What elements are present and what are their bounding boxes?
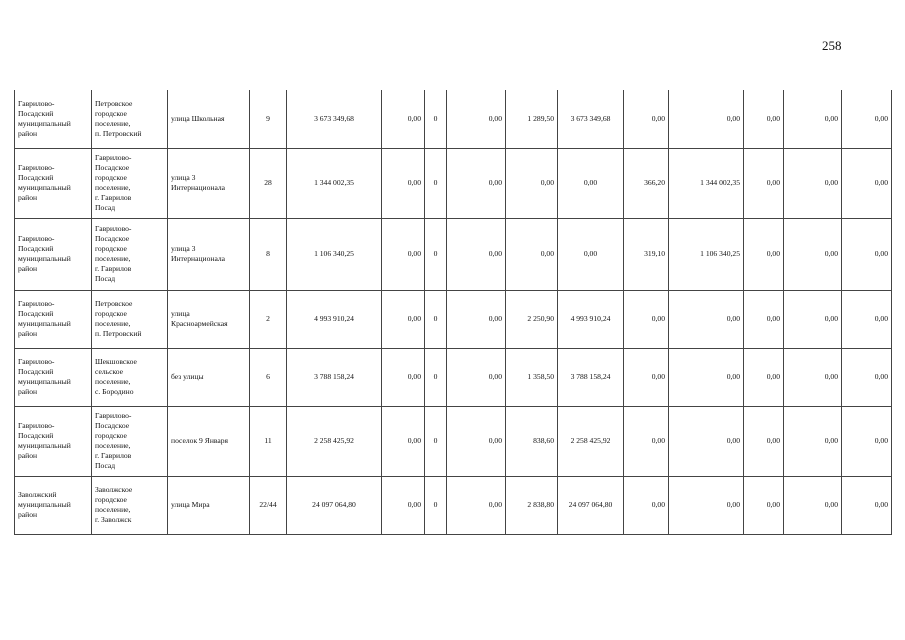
value-cell: 0,00 [744,218,784,290]
count-cell: 0 [425,290,447,348]
district-cell: Гаврилово- Посадский муниципальный район [15,90,92,148]
value-cell: 0,00 [744,348,784,406]
value-cell: 0,00 [382,476,425,534]
value-cell: 0,00 [784,290,842,348]
value-cell: 0,00 [447,218,506,290]
area-cell: 0,00 [624,406,669,476]
cost-cell: 3 673 349,68 [287,90,382,148]
value-cell: 0,00 [744,148,784,218]
cost-cell: 0,00 [669,290,744,348]
value-cell: 0,00 [784,476,842,534]
value-cell: 0,00 [382,90,425,148]
cost-cell: 1 106 340,25 [287,218,382,290]
settlement-cell: Заволжское городское поселение, г. Заволжск [92,476,168,534]
count-cell: 0 [425,348,447,406]
value-cell: 0,00 [744,406,784,476]
count-cell: 0 [425,476,447,534]
cost-cell: 24 097 064,80 [558,476,624,534]
settlement-cell: Петровское городское поселение, п. Петровский [92,90,168,148]
area-cell: 0,00 [506,148,558,218]
cost-cell: 0,00 [669,406,744,476]
cost-cell: 3 788 158,24 [558,348,624,406]
area-cell: 0,00 [624,90,669,148]
cost-cell: 0,00 [558,218,624,290]
area-cell: 1 289,50 [506,90,558,148]
value-cell: 0,00 [842,290,892,348]
page-number: 258 [822,38,842,53]
table-body [15,90,892,534]
count-cell: 0 [425,90,447,148]
street-cell: улица 3 Интернационала [168,148,250,218]
value-cell: 0,00 [842,148,892,218]
value-cell: 0,00 [842,218,892,290]
table-row [15,290,892,348]
street-cell: поселок 9 Января [168,406,250,476]
district-cell: Гаврилово- Посадский муниципальный район [15,290,92,348]
value-cell: 0,00 [447,406,506,476]
value-cell: 0,00 [784,218,842,290]
table-row [15,476,892,534]
cost-cell: 4 993 910,24 [287,290,382,348]
cost-cell: 0,00 [669,348,744,406]
house-number-cell: 2 [250,290,287,348]
district-cell: Гаврилово- Посадский муниципальный район [15,348,92,406]
house-number-cell: 9 [250,90,287,148]
cost-cell: 2 258 425,92 [558,406,624,476]
value-cell: 0,00 [447,476,506,534]
cost-cell: 2 258 425,92 [287,406,382,476]
value-cell: 0,00 [784,90,842,148]
area-cell: 2 250,90 [506,290,558,348]
cost-cell: 0,00 [558,148,624,218]
cost-cell: 0,00 [669,90,744,148]
value-cell: 0,00 [447,348,506,406]
value-cell: 0,00 [784,148,842,218]
settlement-cell: Гаврилово- Посадское городское поселение, г. Гаврилов Посад [92,148,168,218]
table-row [15,406,892,476]
cost-cell: 3 788 158,24 [287,348,382,406]
value-cell: 0,00 [842,348,892,406]
district-cell: Гаврилово- Посадский муниципальный район [15,148,92,218]
value-cell: 0,00 [382,348,425,406]
area-cell: 2 838,80 [506,476,558,534]
value-cell: 0,00 [744,90,784,148]
value-cell: 0,00 [744,290,784,348]
value-cell: 0,00 [447,290,506,348]
cost-cell: 1 344 002,35 [287,148,382,218]
cost-cell: 4 993 910,24 [558,290,624,348]
area-cell: 0,00 [624,290,669,348]
area-cell: 838,60 [506,406,558,476]
street-cell: улица Красноармейская [168,290,250,348]
area-cell: 0,00 [506,218,558,290]
cost-cell: 1 106 340,25 [669,218,744,290]
value-cell: 0,00 [382,290,425,348]
count-cell: 0 [425,406,447,476]
value-cell: 0,00 [744,476,784,534]
area-cell: 1 358,50 [506,348,558,406]
settlement-cell: Гаврилово- Посадское городское поселение, г. Гаврилов Посад [92,406,168,476]
street-cell: без улицы [168,348,250,406]
street-cell: улица 3 Интернационала [168,218,250,290]
cost-cell: 1 344 002,35 [669,148,744,218]
district-cell: Заволжский муниципальный район [15,476,92,534]
settlement-cell: Шекшовское сельское поселение, с. Бородино [92,348,168,406]
table-row [15,90,892,148]
street-cell: улица Мира [168,476,250,534]
street-cell: улица Школьная [168,90,250,148]
table-row [15,218,892,290]
area-cell: 319,10 [624,218,669,290]
district-cell: Гаврилово- Посадский муниципальный район [15,406,92,476]
house-number-cell: 8 [250,218,287,290]
table-row [15,348,892,406]
area-cell: 0,00 [624,348,669,406]
value-cell: 0,00 [382,406,425,476]
value-cell: 0,00 [842,406,892,476]
value-cell: 0,00 [784,348,842,406]
area-cell: 0,00 [624,476,669,534]
data-table [14,90,892,535]
house-number-cell: 11 [250,406,287,476]
cost-cell: 3 673 349,68 [558,90,624,148]
value-cell: 0,00 [447,148,506,218]
value-cell: 0,00 [382,148,425,218]
cost-cell: 0,00 [669,476,744,534]
value-cell: 0,00 [784,406,842,476]
district-cell: Гаврилово- Посадский муниципальный район [15,218,92,290]
value-cell: 0,00 [842,90,892,148]
house-number-cell: 6 [250,348,287,406]
house-number-cell: 28 [250,148,287,218]
value-cell: 0,00 [447,90,506,148]
settlement-cell: Гаврилово- Посадское городское поселение, г. Гаврилов Посад [92,218,168,290]
table-row [15,148,892,218]
count-cell: 0 [425,148,447,218]
count-cell: 0 [425,218,447,290]
settlement-cell: Петровское городское поселение, п. Петровский [92,290,168,348]
value-cell: 0,00 [842,476,892,534]
area-cell: 366,20 [624,148,669,218]
house-number-cell: 22/44 [250,476,287,534]
value-cell: 0,00 [382,218,425,290]
cost-cell: 24 097 064,80 [287,476,382,534]
